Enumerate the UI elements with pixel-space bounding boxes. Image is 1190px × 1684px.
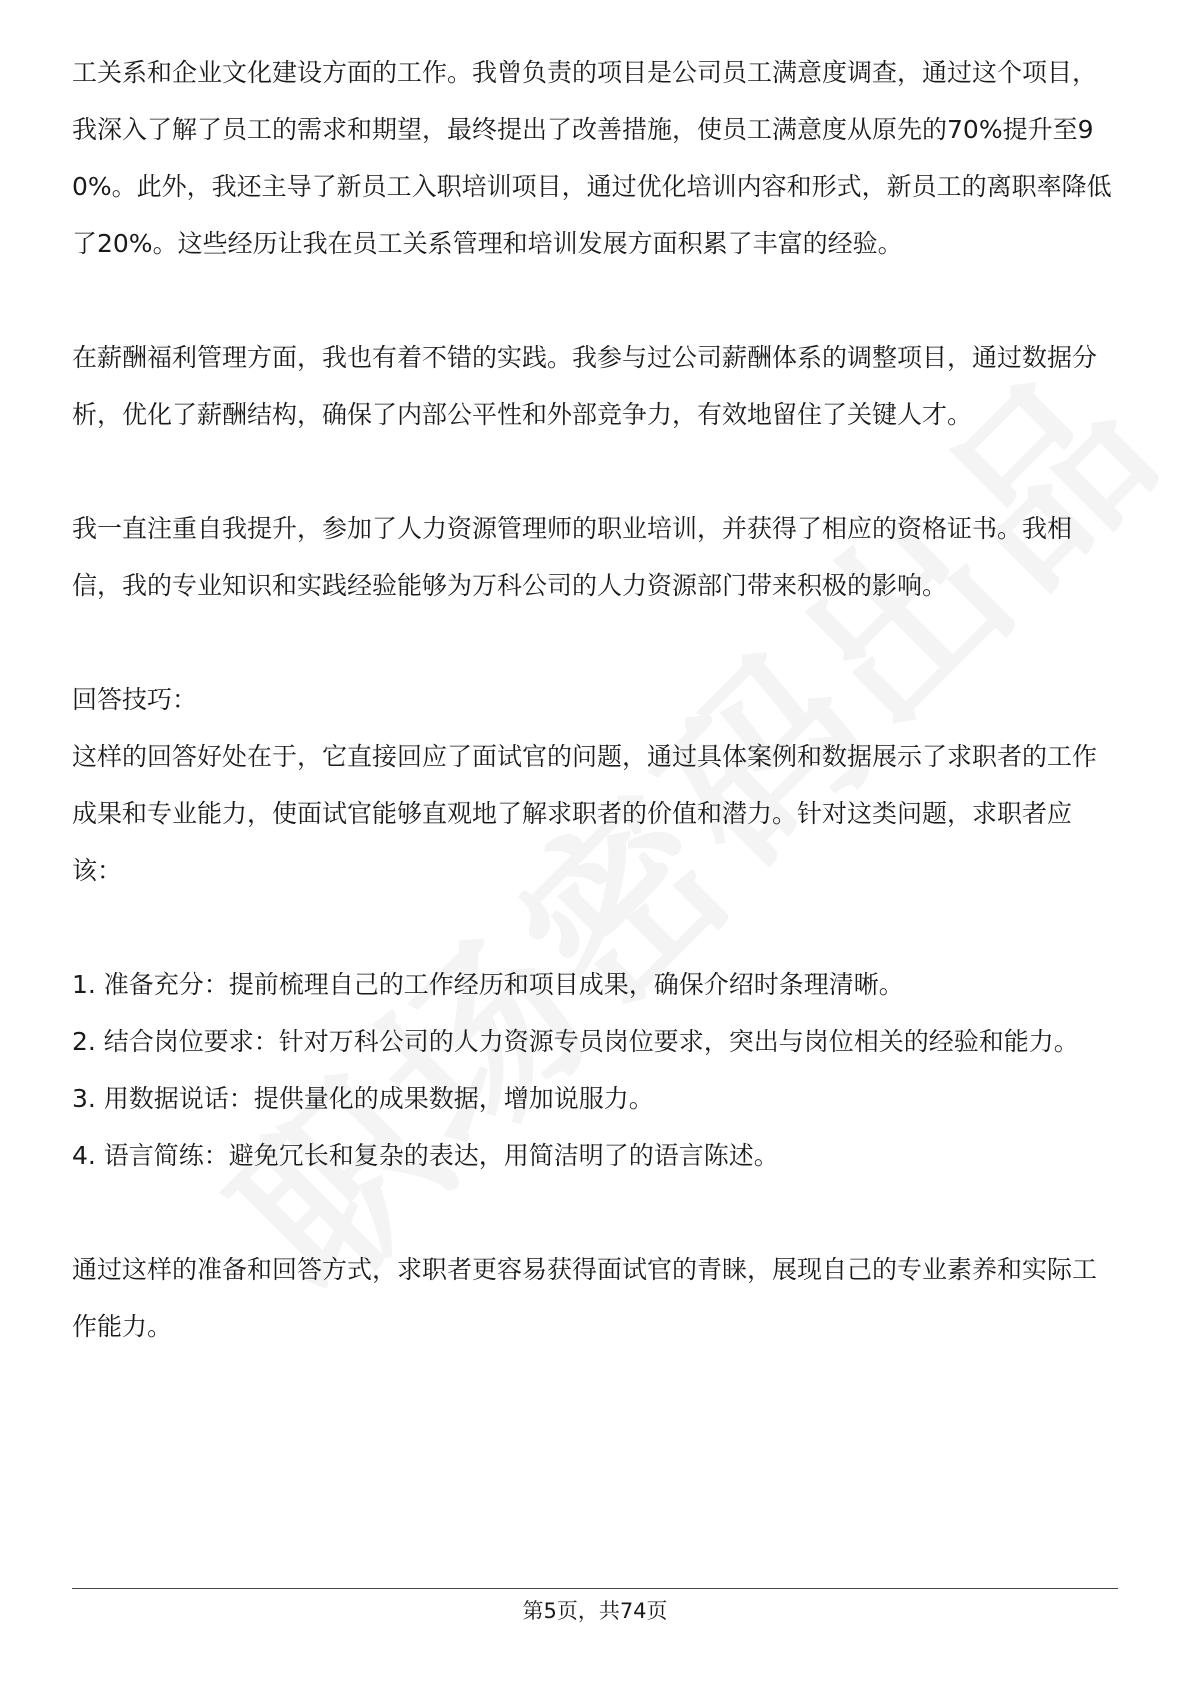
footer-divider	[72, 1588, 1118, 1589]
tips-heading: 回答技巧：	[72, 685, 198, 714]
paragraph-work-experience: 工关系和企业文化建设方面的工作。我曾负责的项目是公司员工满意度调查，通过这个项目，我深入了解了员工的需求和期望，最终提出了改善措施，使员工满意度从原先的70%提升至90%。此外，我还主导了新员工入职培训项目，通过优化培训内容和形式，新员工的离职率降低了20%。这些经历让我在员工关系管理和培训发展方面积累了丰富的经验。	[72, 58, 1112, 258]
list-item: 2. 结合岗位要求：针对万科公司的人力资源专员岗位要求，突出与岗位相关的经验和能力。	[72, 1027, 1079, 1056]
tips-list	[72, 956, 1118, 1184]
list-item: 4. 语言简练：避免冗长和复杂的表达，用简洁明了的语言陈述。	[72, 1141, 779, 1170]
paragraph-compensation: 在薪酬福利管理方面，我也有着不错的实践。我参与过公司薪酬体系的调整项目，通过数据分析，优化了薪酬结构，确保了内部公平性和外部竞争力，有效地留住了关键人才。	[72, 343, 1098, 429]
list-item: 3. 用数据说话：提供量化的成果数据，增加说服力。	[72, 1084, 654, 1113]
document-body	[72, 44, 1118, 1355]
paragraph-self-improvement: 我一直注重自我提升，参加了人力资源管理师的职业培训，并获得了相应的资格证书。我相信，我的专业知识和实践经验能够为万科公司的人力资源部门带来积极的影响。	[72, 514, 1073, 600]
tips-conclusion: 通过这样的准备和回答方式，求职者更容易获得面试官的青睐，展现自己的专业素养和实际工作能力。	[72, 1255, 1098, 1341]
list-item: 1. 准备充分：提前梳理自己的工作经历和项目成果，确保介绍时条理清晰。	[72, 970, 904, 999]
page-number: 第5页，共74页	[522, 1599, 668, 1623]
tips-intro: 这样的回答好处在于，它直接回应了面试官的问题，通过具体案例和数据展示了求职者的工作成果和专业能力，使面试官能够直观地了解求职者的价值和潜力。针对这类问题，求职者应该：	[72, 742, 1098, 885]
